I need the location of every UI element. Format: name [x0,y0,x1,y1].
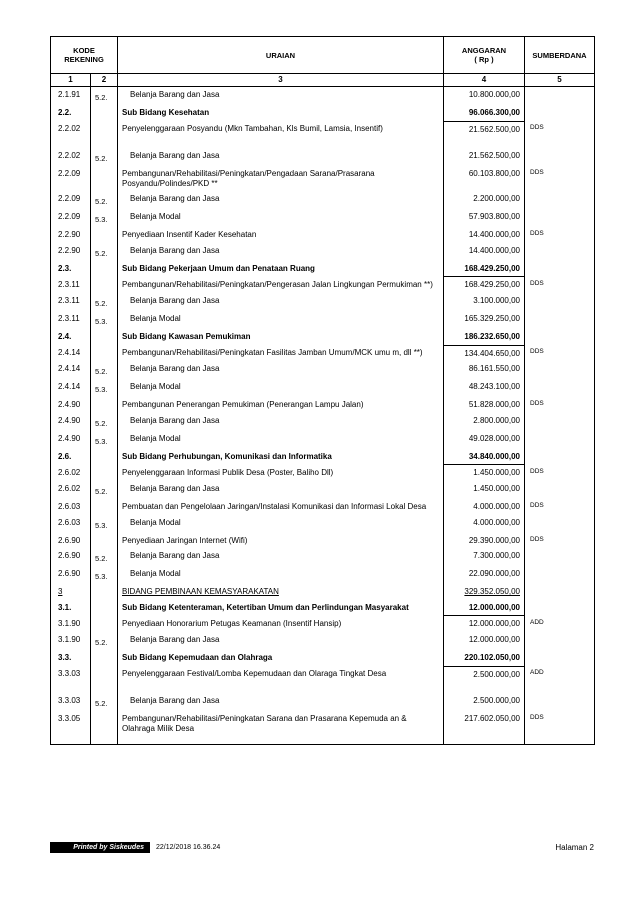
rekening-cell: 5.3. [91,379,118,397]
uraian-cell: Belanja Barang dan Jasa [118,148,444,166]
page-footer [50,841,594,855]
kode-cell: 2.1.91 [51,87,91,106]
kode-cell: 3.1. [51,600,91,616]
anggaran-cell: 96.066.300,00 [444,105,525,121]
anggaran-cell: 21.562.500,00 [444,121,525,148]
rekening-cell [91,650,118,666]
uraian-cell: Belanja Barang dan Jasa [118,87,444,106]
sumberdana-cell [525,329,595,345]
column-number: 2 [91,74,118,87]
sumberdana-cell: DDS [525,277,595,293]
bidang-row [51,584,595,600]
header-uraian: URAIAN [118,37,444,74]
uraian-cell: Penyelenggaraan Posyandu (Mkn Tambahan, Kls Bumil, Lamsia, Insentif) [118,121,444,148]
empty-cell [118,736,444,745]
rekening-cell [91,584,118,600]
activity-row [51,345,595,361]
sumberdana-cell [525,191,595,209]
belanja-row [51,548,595,566]
anggaran-cell: 1.450.000,00 [444,481,525,499]
belanja-row [51,361,595,379]
rekening-cell [91,600,118,616]
belanja-row [51,379,595,397]
table-body [51,87,595,745]
anggaran-cell: 21.562.500,00 [444,148,525,166]
kode-cell: 2.6.90 [51,566,91,584]
kode-cell: 3.3. [51,650,91,666]
kode-cell: 3.3.05 [51,711,91,736]
anggaran-cell: 168.429.250,00 [444,261,525,277]
kode-cell: 2.4.14 [51,345,91,361]
sumberdana-cell [525,261,595,277]
sumberdana-cell [525,361,595,379]
kode-cell: 2.2.02 [51,121,91,148]
sumberdana-cell [525,413,595,431]
empty-cell [91,736,118,745]
uraian-cell: Sub Bidang Pekerjaan Umum dan Penataan Ruang [118,261,444,277]
budget-table [50,36,595,745]
uraian-cell: Belanja Modal [118,431,444,449]
belanja-row [51,431,595,449]
sumberdana-cell [525,293,595,311]
anggaran-cell: 217.602.050,00 [444,711,525,736]
anggaran-cell: 29.390.000,00 [444,533,525,549]
sumberdana-cell [525,693,595,711]
activity-row [51,227,595,243]
anggaran-cell: 2.500.000,00 [444,666,525,693]
belanja-row [51,693,595,711]
uraian-cell: Belanja Barang dan Jasa [118,293,444,311]
empty-cell [525,736,595,745]
kode-cell: 2.6.03 [51,499,91,515]
rekening-cell: 5.2. [91,693,118,711]
activity-row [51,397,595,413]
uraian-cell: Sub Bidang Kepemudaan dan Olahraga [118,650,444,666]
belanja-row [51,87,595,106]
rekening-cell: 5.2. [91,481,118,499]
anggaran-cell: 168.429.250,00 [444,277,525,293]
belanja-row [51,413,595,431]
uraian-cell: Pembangunan Penerangan Pemukiman (Penerangan Lampu Jalan) [118,397,444,413]
kode-cell: 3.1.90 [51,632,91,650]
anggaran-cell: 1.450.000,00 [444,465,525,481]
anggaran-cell: 4.000.000,00 [444,515,525,533]
kode-cell: 2.6.02 [51,465,91,481]
kode-cell: 2.4.90 [51,413,91,431]
rekening-cell [91,329,118,345]
kode-cell: 2.2.02 [51,148,91,166]
uraian-cell: Belanja Modal [118,311,444,329]
anggaran-cell: 165.329.250,00 [444,311,525,329]
anggaran-cell: 49.028.000,00 [444,431,525,449]
uraian-cell: Belanja Barang dan Jasa [118,693,444,711]
anggaran-cell: 14.400.000,00 [444,243,525,261]
kode-cell: 2.3.11 [51,311,91,329]
uraian-cell: Penyediaan Honorarium Petugas Keamanan (Insentif Hansip) [118,616,444,632]
rekening-cell: 5.2. [91,361,118,379]
anggaran-cell: 34.840.000,00 [444,449,525,465]
kode-cell: 2.2.90 [51,243,91,261]
activity-row [51,166,595,191]
kode-cell: 3.3.03 [51,693,91,711]
sub-bidang-row [51,600,595,616]
uraian-cell: Pembuatan dan Pengelolaan Jaringan/Instalasi Komunikasi dan Informasi Lokal Desa [118,499,444,515]
anggaran-cell: 22.090.000,00 [444,566,525,584]
uraian-cell: Belanja Barang dan Jasa [118,243,444,261]
rekening-cell [91,105,118,121]
rekening-cell [91,121,118,148]
belanja-row [51,293,595,311]
activity-row [51,499,595,515]
anggaran-cell: 86.161.550,00 [444,361,525,379]
rekening-cell: 5.3. [91,209,118,227]
activity-row [51,711,595,736]
rekening-cell: 5.3. [91,311,118,329]
sumberdana-cell: ADD [525,616,595,632]
anggaran-cell: 48.243.100,00 [444,379,525,397]
kode-cell: 3.1.90 [51,616,91,632]
uraian-cell: Belanja Barang dan Jasa [118,632,444,650]
anggaran-cell: 3.100.000,00 [444,293,525,311]
header-kode-rekening: KODE REKENING [51,37,118,74]
rekening-cell [91,345,118,361]
empty-cell [444,736,525,745]
uraian-cell: Belanja Modal [118,515,444,533]
uraian-cell: Belanja Barang dan Jasa [118,413,444,431]
anggaran-cell: 186.232.650,00 [444,329,525,345]
rekening-cell [91,465,118,481]
kode-cell: 2.3.11 [51,277,91,293]
column-number: 5 [525,74,595,87]
anggaran-cell: 2.200.000,00 [444,191,525,209]
rekening-cell: 5.3. [91,431,118,449]
uraian-cell: Pembangunan/Rehabilitasi/Peningkatan Sarana dan Prasarana Kepemuda an & Olahraga Milik Desa [118,711,444,736]
activity-row [51,666,595,693]
kode-cell: 2.4.14 [51,379,91,397]
column-number: 3 [118,74,444,87]
rekening-cell: 5.2. [91,413,118,431]
sumberdana-cell [525,431,595,449]
anggaran-cell: 60.103.800,00 [444,166,525,191]
anggaran-cell: 14.400.000,00 [444,227,525,243]
rekening-cell: 5.3. [91,566,118,584]
uraian-cell: Sub Bidang Ketenteraman, Ketertiban Umum dan Perlindungan Masyarakat [118,600,444,616]
kode-cell: 2.2.09 [51,166,91,191]
anggaran-cell: 2.800.000,00 [444,413,525,431]
table-bottom-row [51,736,595,745]
sub-bidang-row [51,329,595,345]
uraian-cell: Belanja Barang dan Jasa [118,548,444,566]
belanja-row [51,209,595,227]
anggaran-cell: 2.500.000,00 [444,693,525,711]
sumberdana-cell: DDS [525,166,595,191]
sub-bidang-row [51,449,595,465]
sumberdana-cell [525,650,595,666]
sumberdana-cell: DDS [525,533,595,549]
kode-cell: 2.4.14 [51,361,91,379]
rekening-cell [91,261,118,277]
rekening-cell [91,666,118,693]
empty-cell [51,736,91,745]
sumberdana-cell [525,449,595,465]
rekening-cell [91,397,118,413]
kode-cell: 2.2. [51,105,91,121]
anggaran-cell: 220.102.050,00 [444,650,525,666]
sumberdana-cell [525,243,595,261]
kode-cell: 2.6.90 [51,533,91,549]
kode-cell: 2.6.03 [51,515,91,533]
anggaran-cell: 12.000.000,00 [444,616,525,632]
uraian-cell: Sub Bidang Kesehatan [118,105,444,121]
rekening-cell [91,533,118,549]
sumberdana-cell: DDS [525,227,595,243]
activity-row [51,465,595,481]
uraian-cell: Penyediaan Jaringan Internet (Wifi) [118,533,444,549]
sumberdana-cell: DDS [525,345,595,361]
header-sumberdana: SUMBERDANA [525,37,595,74]
table-header-row [51,37,595,74]
sumberdana-cell [525,600,595,616]
rekening-cell: 5.2. [91,243,118,261]
rekening-cell: 5.2. [91,293,118,311]
kode-cell: 2.6. [51,449,91,465]
anggaran-cell: 134.404.650,00 [444,345,525,361]
sumberdana-cell [525,548,595,566]
uraian-cell: Belanja Modal [118,209,444,227]
rekening-cell [91,166,118,191]
sumberdana-cell [525,209,595,227]
belanja-row [51,311,595,329]
anggaran-cell: 57.903.800,00 [444,209,525,227]
kode-cell: 2.2.09 [51,209,91,227]
rekening-cell [91,227,118,243]
uraian-cell: BIDANG PEMBINAAN KEMASYARAKATAN [118,584,444,600]
activity-row [51,121,595,148]
header-anggaran: ANGGARAN ( Rp ) [444,37,525,74]
uraian-cell: Pembangunan/Rehabilitasi/Peningkatan/Pengerasan Jalan Lingkungan Permukiman **) [118,277,444,293]
belanja-row [51,566,595,584]
uraian-cell: Sub Bidang Perhubungan, Komunikasi dan Informatika [118,449,444,465]
uraian-cell: Penyediaan Insentif Kader Kesehatan [118,227,444,243]
kode-cell: 3.3.03 [51,666,91,693]
uraian-cell: Belanja Modal [118,566,444,584]
sumberdana-cell: DDS [525,121,595,148]
belanja-row [51,632,595,650]
uraian-cell: Belanja Barang dan Jasa [118,481,444,499]
uraian-cell: Belanja Barang dan Jasa [118,191,444,209]
kode-cell: 2.6.90 [51,548,91,566]
kode-cell: 2.2.90 [51,227,91,243]
column-number: 1 [51,74,91,87]
anggaran-cell: 329.352.050,00 [444,584,525,600]
activity-row [51,616,595,632]
rekening-cell: 5.2. [91,191,118,209]
belanja-row [51,148,595,166]
anggaran-cell: 51.828.000,00 [444,397,525,413]
rekening-cell [91,449,118,465]
kode-cell: 2.3. [51,261,91,277]
sumberdana-cell [525,566,595,584]
rekening-cell: 5.2. [91,87,118,106]
sumberdana-cell [525,105,595,121]
sub-bidang-row [51,650,595,666]
sumberdana-cell [525,87,595,106]
kode-cell: 2.4. [51,329,91,345]
column-number: 4 [444,74,525,87]
kode-cell: 2.3.11 [51,293,91,311]
belanja-row [51,243,595,261]
belanja-row [51,515,595,533]
anggaran-cell: 10.800.000,00 [444,87,525,106]
page-number: Halaman 2 [555,843,594,852]
print-timestamp: 22/12/2018 16.36.24 [156,844,221,851]
uraian-cell: Pembangunan/Rehabilitasi/Peningkatan Fasilitas Jamban Umum/MCK umu m, dll **) [118,345,444,361]
sumberdana-cell [525,584,595,600]
rekening-cell: 5.3. [91,515,118,533]
rekening-cell [91,277,118,293]
rekening-cell: 5.2. [91,632,118,650]
printed-by-label: Printed by Siskeudes [50,842,150,853]
kode-cell: 2.6.02 [51,481,91,499]
kode-cell: 2.2.09 [51,191,91,209]
anggaran-cell: 12.000.000,00 [444,600,525,616]
sumberdana-cell [525,379,595,397]
rekening-cell: 5.2. [91,148,118,166]
uraian-cell: Penyelenggaraan Informasi Publik Desa (Poster, Baliho Dll) [118,465,444,481]
rekening-cell [91,711,118,736]
anggaran-cell: 7.300.000,00 [444,548,525,566]
belanja-row [51,481,595,499]
sumberdana-cell: DDS [525,711,595,736]
sub-bidang-row [51,105,595,121]
sumberdana-cell: DDS [525,499,595,515]
uraian-cell: Sub Bidang Kawasan Pemukiman [118,329,444,345]
uraian-cell: Belanja Modal [118,379,444,397]
sumberdana-cell: DDS [525,465,595,481]
anggaran-cell: 12.000.000,00 [444,632,525,650]
sumberdana-cell [525,632,595,650]
belanja-row [51,191,595,209]
sumberdana-cell [525,481,595,499]
sumberdana-cell [525,311,595,329]
activity-row [51,533,595,549]
sumberdana-cell [525,515,595,533]
rekening-cell [91,499,118,515]
activity-row [51,277,595,293]
rekening-cell: 5.2. [91,548,118,566]
sumberdana-cell: ADD [525,666,595,693]
uraian-cell: Pembangunan/Rehabilitasi/Peningkatan/Pengadaan Sarana/Prasarana Posyandu/Polindes/PKD ** [118,166,444,191]
sub-bidang-row [51,261,595,277]
budget-document [50,36,594,745]
kode-cell: 2.4.90 [51,397,91,413]
rekening-cell [91,616,118,632]
kode-cell: 2.4.90 [51,431,91,449]
sumberdana-cell [525,148,595,166]
table-column-number-row [51,74,595,87]
anggaran-cell: 4.000.000,00 [444,499,525,515]
uraian-cell: Penyelenggaraan Festival/Lomba Kepemudaan dan Olaraga Tingkat Desa [118,666,444,693]
sumberdana-cell: DDS [525,397,595,413]
uraian-cell: Belanja Barang dan Jasa [118,361,444,379]
kode-cell: 3 [51,584,91,600]
